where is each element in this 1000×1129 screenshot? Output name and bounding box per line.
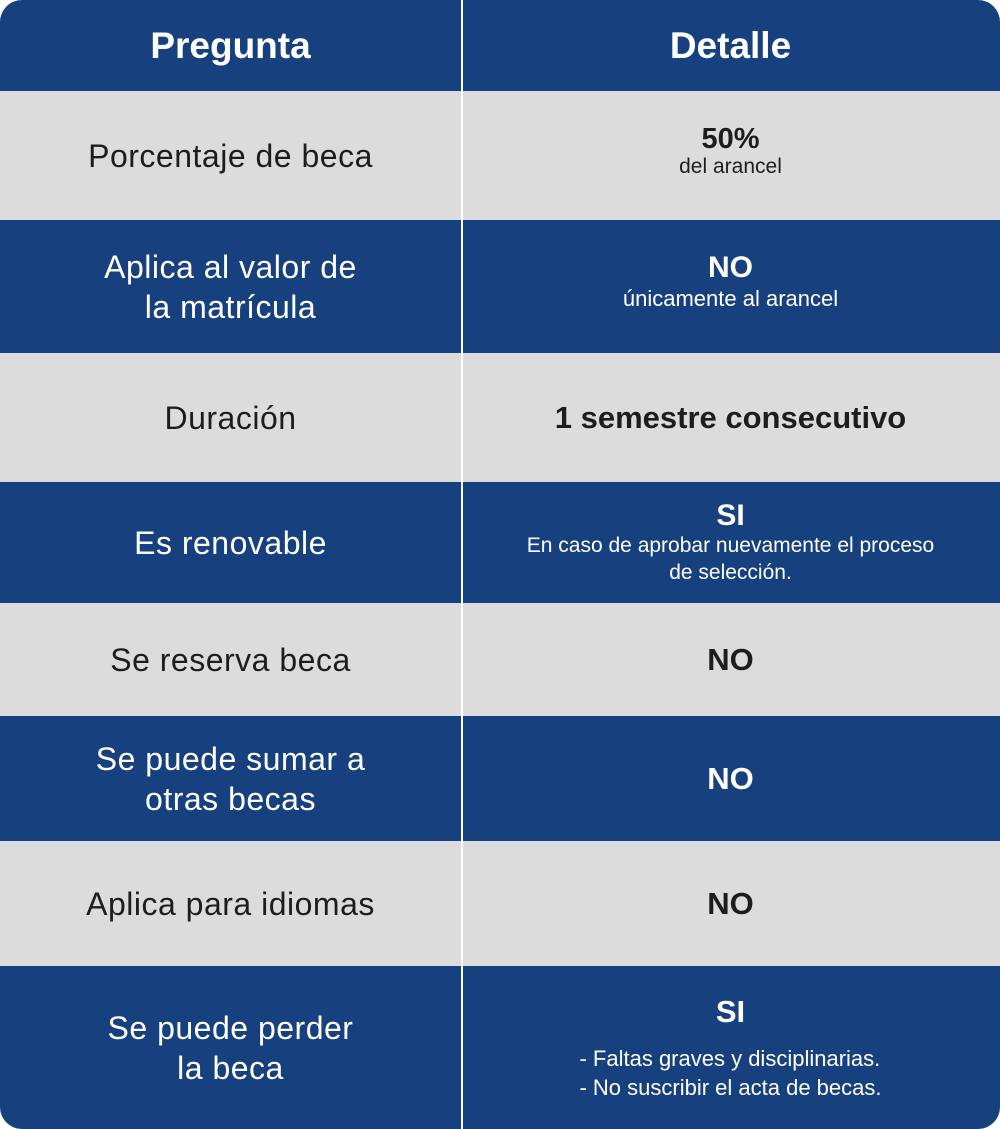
row-question xyxy=(0,716,461,841)
list-item: - Faltas graves y disciplinarias. xyxy=(579,1045,881,1071)
detail-main: NO xyxy=(708,250,753,284)
row-detail xyxy=(461,716,1000,841)
question-text-line-1: Aplica al valor de xyxy=(104,248,357,285)
table-row xyxy=(0,603,1000,716)
question-text-line-1: Se puede sumar a xyxy=(95,740,366,777)
detail-main: NO xyxy=(707,885,754,921)
question-text: Duración xyxy=(164,399,297,436)
question-text-line-2: otras becas xyxy=(145,780,316,817)
detail-main: 1 semestre consecutivo xyxy=(554,399,907,435)
table-row xyxy=(0,353,1000,482)
row-detail xyxy=(461,91,1000,220)
row-detail xyxy=(461,482,1000,603)
row-detail xyxy=(461,966,1000,1129)
detail-main: NO xyxy=(707,641,754,677)
row-detail xyxy=(461,603,1000,716)
detail-sub-line-1: En caso de aprobar nuevamente el proceso xyxy=(526,533,935,557)
detail-main: NO xyxy=(707,760,754,796)
question-text: Aplica para idiomas xyxy=(86,885,375,922)
detail-sub: del arancel xyxy=(679,154,782,178)
row-question xyxy=(0,603,461,716)
detail-list xyxy=(579,1044,881,1102)
detail-main: 50% xyxy=(701,122,760,155)
detail-main: SI xyxy=(716,498,745,532)
table-row xyxy=(0,91,1000,220)
row-question xyxy=(0,353,461,482)
row-detail xyxy=(461,353,1000,482)
row-question xyxy=(0,482,461,603)
header-question xyxy=(0,0,461,91)
row-question xyxy=(0,841,461,966)
row-detail xyxy=(461,841,1000,966)
column-divider xyxy=(461,0,463,1129)
header-question-label: Pregunta xyxy=(150,24,311,66)
question-text: Se reserva beca xyxy=(110,641,351,678)
row-detail xyxy=(461,220,1000,353)
row-question xyxy=(0,91,461,220)
question-text: Porcentaje de beca xyxy=(88,137,373,174)
question-text-line-2: la matrícula xyxy=(144,288,317,325)
question-text-line-1: Se puede perder xyxy=(107,1009,354,1046)
row-question xyxy=(0,220,461,353)
header-detail-label: Detalle xyxy=(669,24,792,66)
table-row xyxy=(0,220,1000,353)
detail-main: SI xyxy=(715,993,746,1029)
row-question xyxy=(0,966,461,1129)
header-detail xyxy=(461,0,1000,91)
table-header xyxy=(0,0,1000,91)
question-text-line-2: la beca xyxy=(177,1049,284,1086)
table-row xyxy=(0,716,1000,841)
detail-sub-line-2: de selección. xyxy=(669,560,792,584)
list-item: - No suscribir el acta de becas. xyxy=(579,1074,882,1100)
table-row xyxy=(0,966,1000,1129)
detail-sub: únicamente al arancel xyxy=(622,285,839,311)
table-row xyxy=(0,841,1000,966)
question-text: Es renovable xyxy=(134,524,327,561)
table-row xyxy=(0,482,1000,603)
